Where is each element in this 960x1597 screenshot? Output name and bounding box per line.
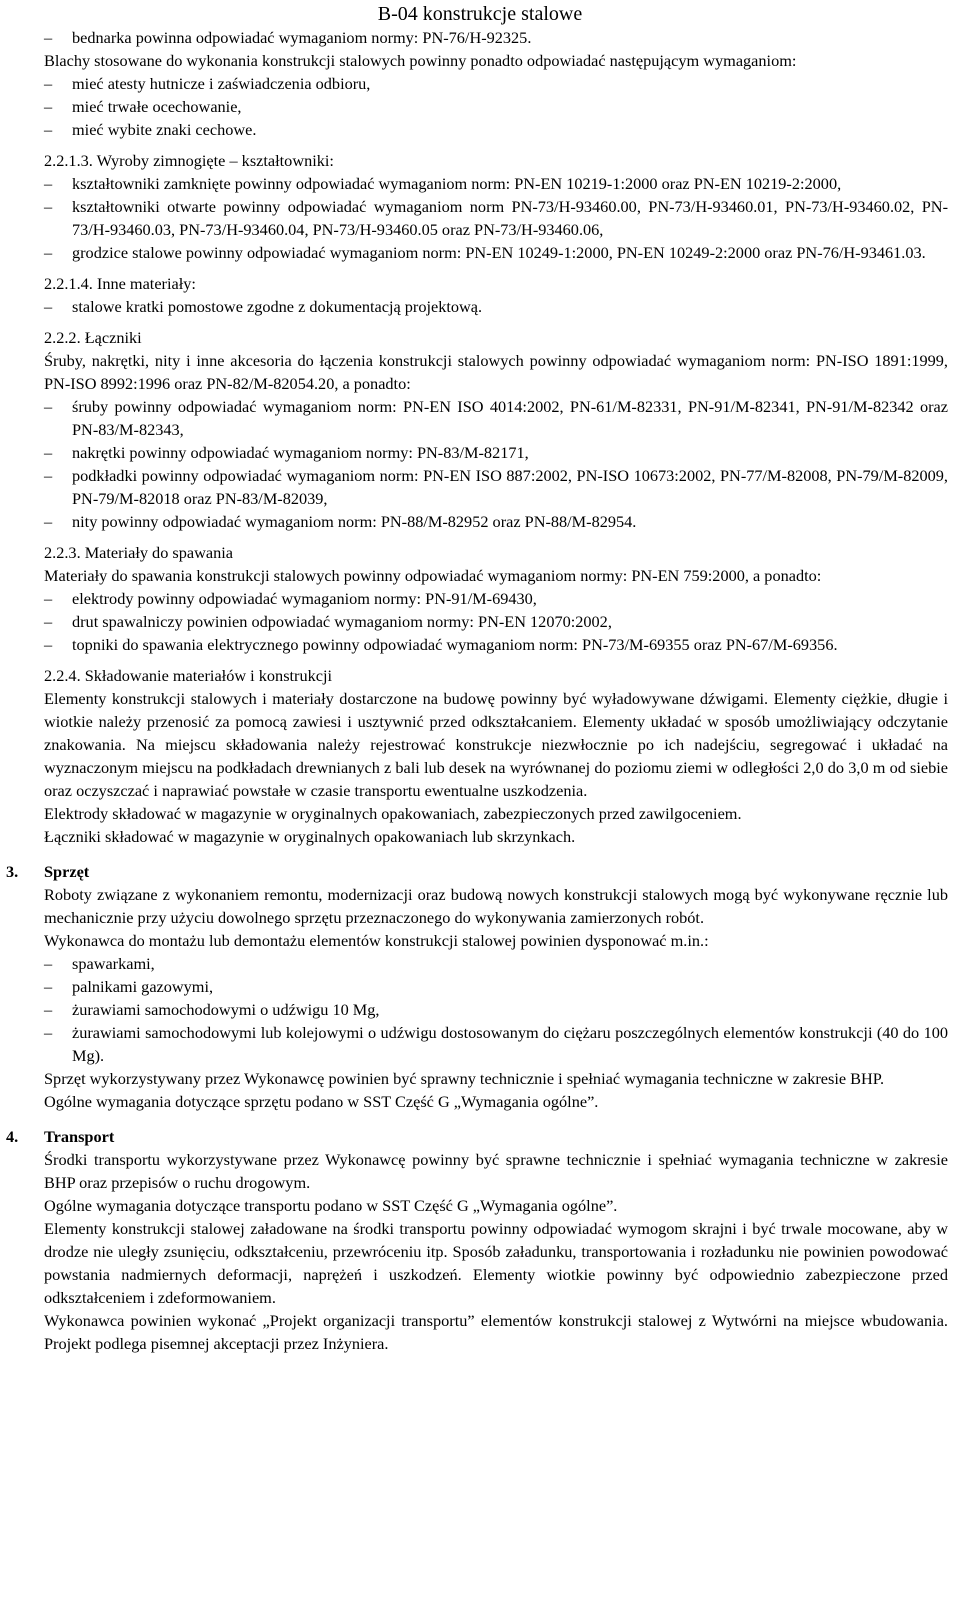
list-item: – palnikami gazowymi, [44,975,948,998]
list-item: – podkładki powinny odpowiadać wymaganiom norm: PN-EN ISO 887:2002, PN-ISO 10673:2002, PN-77/M-82008, PN-79/M-82009, PN-79/M-82018 oraz PN-83/M-82039, [44,464,948,510]
paragraph: Ogólne wymagania dotyczące sprzętu podano w SST Część G „Wymagania ogólne”. [44,1092,599,1111]
paragraph: Wykonawca do montażu lub demontażu elementów konstrukcji stalowej powinien dysponować m.in.: [44,931,709,950]
list-item: – żurawiami samochodowymi o udźwigu 10 Mg, [44,998,948,1021]
list-item: – mieć atesty hutnicze i zaświadczenia odbioru, [44,72,948,95]
list-item: – żurawiami samochodowymi lub kolejowymi o udźwigu dostosowanym do ciężaru poszczególnych elementów konstrukcji (40 do 100 Mg). [44,1021,948,1067]
section-heading [6,860,948,883]
spacer [44,318,948,326]
list-item: – kształtowniki otwarte powinny odpowiadać wymaganiom norm PN-73/H-93460.00, PN-73/H-93460.01, PN-73/H-93460.02, PN-73/H-93460.03, PN-73/H-93460.04, PN-73/H-93460.05 oraz PN-73/H-93460.06, [44,195,948,241]
section-title: Sprzęt [44,862,90,881]
paragraph: Sprzęt wykorzystywany przez Wykonawcę powinien być sprawny technicznie i spełniać wymagania techniczne w zakresie BHP. [44,1069,885,1088]
spacer [44,1113,948,1125]
paragraph: Blachy stosowane do wykonania konstrukcji stalowych powinny ponadto odpowiadać następującym wymaganiom: [44,51,797,70]
section-number: 3. [6,862,19,881]
section-title: Transport [44,1127,115,1146]
paragraph: Śruby, nakrętki, nity i inne akcesoria do łączenia konstrukcji stalowych powinny odpowiadać wymaganiom norm: PN-ISO 1891:1999, PN-ISO 8992:1996 oraz PN-82/M-82054.20, a ponadto: [44,351,948,393]
paragraph: Elektrody składować w magazynie w oryginalnych opakowaniach, zabezpieczonych przed zawilgoceniem. [44,804,742,823]
spacer [44,533,948,541]
list-item: – bednarka powinna odpowiadać wymaganiom normy: PN-76/H-92325. [44,26,948,49]
paragraph: Środki transportu wykorzystywane przez Wykonawcę powinny być sprawne technicznie i spełniać wymagania techniczne w zakresie BHP oraz przepisów o ruchu drogowym. [44,1150,948,1192]
paragraph: Roboty związane z wykonaniem remontu, modernizacji oraz budową nowych konstrukcji stalowych mogą być wykonywane ręcznie lub mechanicznie przy użyciu dowolnego sprzętu przeznaczonego do wykonywania zamierzonych robót. [44,885,948,927]
paragraph: Materiały do spawania konstrukcji stalowych powinny odpowiadać wymaganiom normy: PN-EN 759:2000, a ponadto: [44,566,822,585]
list-item: – śruby powinny odpowiadać wymaganiom norm: PN-EN ISO 4014:2002, PN-61/M-82331, PN-91/M-82341, PN-91/M-82342 oraz PN-83/M-82343, [44,395,948,441]
spacer [44,141,948,149]
list-item: – kształtowniki zamknięte powinny odpowiadać wymaganiom norm: PN-EN 10219-1:2000 oraz PN-EN 10219-2:2000, [44,172,948,195]
spacer [44,656,948,664]
section-number: 4. [6,1127,19,1146]
page-header: B-04 konstrukcje stalowe [377,3,583,25]
document-body [6,26,948,1355]
spacer [44,264,948,272]
paragraph: 2.2.1.4. Inne materiały: [44,274,196,293]
paragraph: Łączniki składować w magazynie w oryginalnych opakowaniach lub skrzynkach. [44,827,576,846]
section-heading [6,1125,948,1148]
list-item: – grodzice stalowe powinny odpowiadać wymaganiom norm: PN-EN 10249-1:2000, PN-EN 10249-2:2000 oraz PN-76/H-93461.03. [44,241,948,264]
list-item: – nity powinny odpowiadać wymaganiom norm: PN-88/M-82952 oraz PN-88/M-82954. [44,510,948,533]
paragraph: 2.2.4. Składowanie materiałów i konstrukcji [44,666,333,685]
list-item: – elektrody powinny odpowiadać wymaganiom normy: PN-91/M-69430, [44,587,948,610]
paragraph: 2.2.1.3. Wyroby zimnogięte – kształtowniki: [44,151,334,170]
list-item: – topniki do spawania elektrycznego powinny odpowiadać wymaganiom norm: PN-73/M-69355 oraz PN-67/M-69356. [44,633,948,656]
paragraph: Elementy konstrukcji stalowych i materiały dostarczone na budowę powinny być wyładowywane dźwigami. Elementy ciężkie, długie i wiotkie należy przenosić za pomocą zawiesi i usztywnić przed odkształcaniem. Elementy układać w sposób umożliwiający odczytanie znakowania. Na miejscu składowania należy rejestrować konstrukcje niezwłocznie po ich nadejściu, segregować i układać na wyznaczonym miejscu na podkładach drewnianych z bali lub desek na wyrównanej do poziomu ziemi w odległości 2,0 do 3,0 m od siebie oraz oczyszczać i naprawiać powstałe w czasie transportu ewentualne uszkodzenia. [44,689,948,800]
paragraph: 2.2.3. Materiały do spawania [44,543,233,562]
paragraph: Ogólne wymagania dotyczące transportu podano w SST Część G „Wymagania ogólne”. [44,1196,618,1215]
list-item: – nakrętki powinny odpowiadać wymaganiom normy: PN-83/M-82171, [44,441,948,464]
document-page [0,2,960,1597]
list-item: – mieć wybite znaki cechowe. [44,118,948,141]
paragraph: 2.2.2. Łączniki [44,328,142,347]
list-item: – stalowe kratki pomostowe zgodne z dokumentacją projektową. [44,295,948,318]
spacer [44,848,948,860]
list-item: – drut spawalniczy powinien odpowiadać wymaganiom normy: PN-EN 12070:2002, [44,610,948,633]
paragraph: Elementy konstrukcji stalowej załadowane na środki transportu powinny odpowiadać wymogom skrajni i być trwale mocowane, aby w drodze nie uległy zsunięciu, odkształceniu, przewróceniu itp. Sposób załadunku, transportowania i rozładunku nie powinien powodować powstania nadmiernych deformacji, naprężeń i uszkodzeń. Elementy wiotkie powinny być odpowiednio zabezpieczone przed odkształceniem i zdeformowaniem. [44,1219,948,1307]
list-item: – spawarkami, [44,952,948,975]
paragraph: Wykonawca powinien wykonać „Projekt organizacji transportu” elementów konstrukcji stalowej z Wytwórni na miejsce wbudowania. Projekt podlega pisemnej akceptacji przez Inżyniera. [44,1311,948,1353]
list-item: – mieć trwałe ocechowanie, [44,95,948,118]
